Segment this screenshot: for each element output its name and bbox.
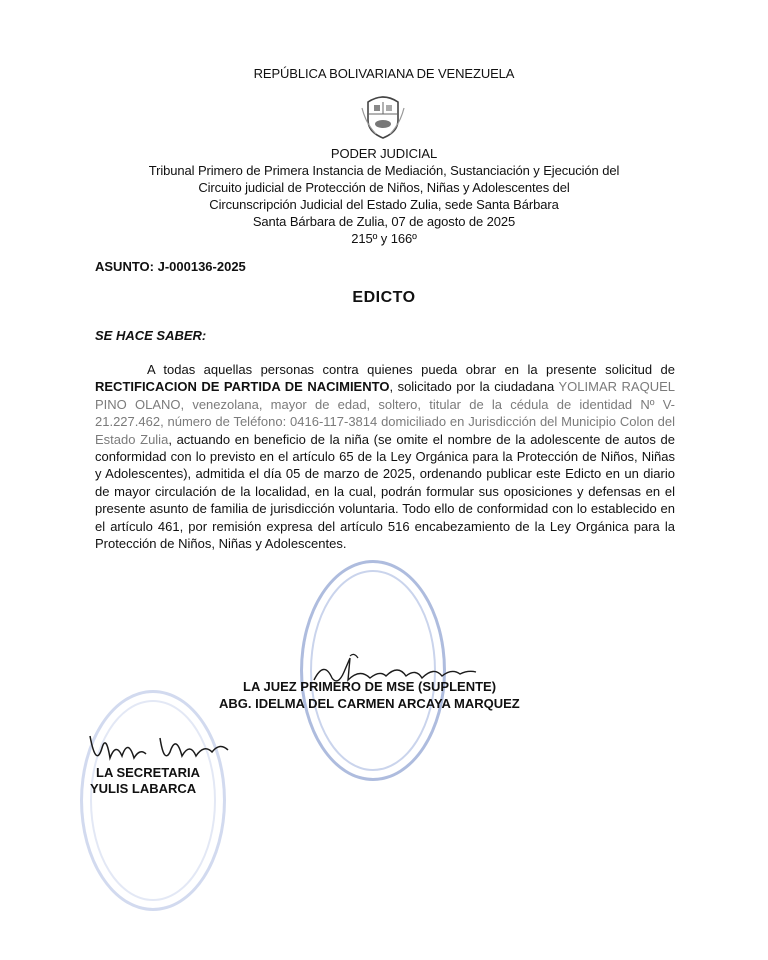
applicant-details: YOLIMAR RAQUEL PINO OLANO, venezolana, mayor de edad, soltero, titular de la cédula de identidad Nº V-21.227.462, número de Teléfono: 0416-117-3814 domiciliado en Jurisdicción del Municipio Colon del Estado Zulia [95,379,675,447]
secretary-name: YULIS LABARCA [90,781,197,796]
body-part-3: , actuando en beneficio de la niña (se omite el nombre de la adolescente de autos de conformidad con lo previsto en el artículo 65 de la Ley Orgánica para la Protección de Niños, Niñas y Adolescentes), admitida el día 05 de marzo de 2025, ordenando publicar este Edicto en un diario de mayor circulación de la localidad, en la cual, podrán formular sus oposiciones y defensas en el presente asunto de familia de jurisdicción voluntaria. Todo ello de conformidad con lo establecido en el artículo 461, por remisión expresa del artículo 516 encabezamiento de la Ley Orgánica para la Protección de Niños, Niñas y Adolescentes. [95,431,675,552]
country-heading: REPÚBLICA BOLIVARIANA DE VENEZUELA [253,66,515,81]
case-number: ASUNTO: J-000136-2025 [95,259,246,274]
secretary-seal-stamp [80,690,226,911]
body-part-2: , solicitado por la ciudadana [389,379,559,395]
judge-name: ABG. IDELMA DEL CARMEN ARCAYA MARQUEZ [219,696,520,711]
coat-of-arms-icon [360,94,406,140]
se-hace-saber: SE HACE SABER: [95,328,207,343]
judge-role: LA JUEZ PRIMERO DE MSE (SUPLENTE) [243,679,497,694]
edict-body [95,361,675,552]
branch-heading: PODER JUDICIAL [330,146,438,161]
court-line-3: Circunscripción Judicial del Estado Zulia, sede Santa Bárbara [209,197,559,212]
page-title: EDICTO [352,289,416,306]
case-type: RECTIFICACION DE PARTIDA DE NACIMIENTO [95,379,390,395]
body-part-1: A todas aquellas personas contra quienes pueda obrar en la presente solicitud de [147,362,675,377]
years: 215º y 166º [351,231,417,246]
secretary-role: LA SECRETARIA [96,765,200,780]
place-date: Santa Bárbara de Zulia, 07 de agosto de 2025 [252,214,516,229]
court-line-1: Tribunal Primero de Primera Instancia de Mediación, Sustanciación y Ejecución del [148,163,620,178]
court-line-2: Circuito judicial de Protección de Niños, Niñas y Adolescentes del [198,180,570,195]
